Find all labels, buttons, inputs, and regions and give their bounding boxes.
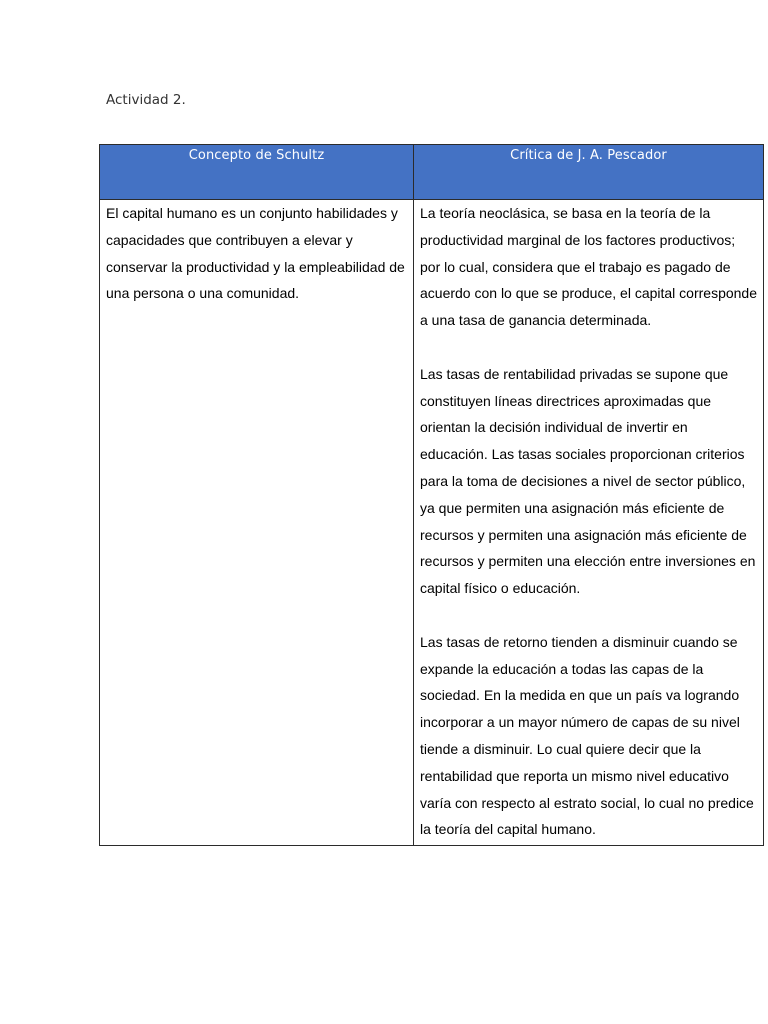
schultz-concept-text: El capital humano es un conjunto habilidades y capacidades que contribuyen a elevar y conservar la productividad y la empleabilidad de una persona o una comunidad. [106,205,405,302]
table-header-row [100,145,764,200]
column-header-schultz: Concepto de Schultz [100,145,414,200]
pescador-paragraph-3: Las tasas de retorno tienden a disminuir cuando se expande la educación a todas las capas de la sociedad. En la medida en que un país va logrando incorporar a un mayor número de capas de su nivel tiende a disminuir. Lo cual quiere decir que la rentabilidad que reporta un mismo nivel educativo varía con respecto al estrato social, lo cual no predice la teoría del capital humano. [420,633,754,838]
paragraph-spacer [420,602,759,629]
paragraph-spacer [420,334,759,361]
table-row [100,200,764,846]
comparison-table [99,144,764,846]
schultz-cell [100,200,414,846]
page-heading: Actividad 2. [106,92,186,108]
column-header-pescador: Crítica de J. A. Pescador [414,145,764,200]
pescador-paragraph-1: La teoría neoclásica, se basa en la teoría de la productividad marginal de los factores productivos; por lo cual, considera que el trabajo es pagado de acuerdo con lo que se produce, el capital corresponde a una tasa de ganancia determinada. [420,205,757,329]
pescador-paragraph-2: Las tasas de rentabilidad privadas se supone que constituyen líneas directrices aproximadas que orientan la decisión individual de invertir en educación. Las tasas sociales proporcionan criterios para la toma de decisiones a nivel de sector público, ya que permiten una asignación más eficiente de recursos y permiten una asignación más eficiente de recursos y permiten una elección entre inversiones en capital físico o educación. [420,365,756,597]
pescador-cell [414,200,764,846]
